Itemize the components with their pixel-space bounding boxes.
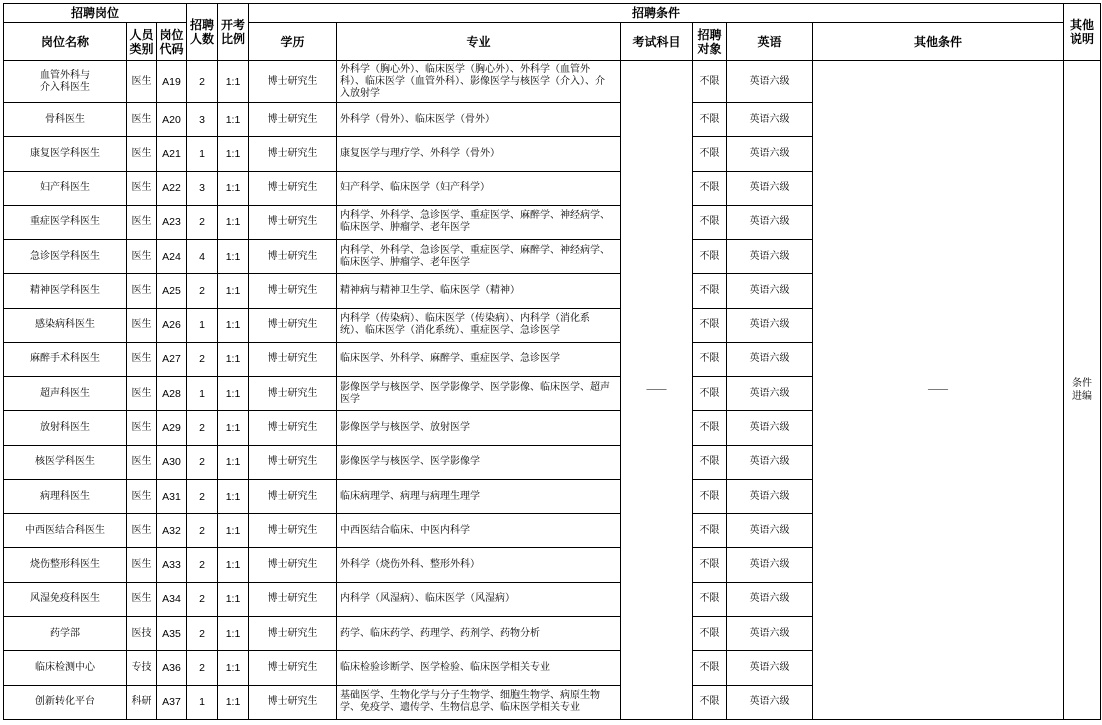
cell-major: 外科学（烧伤外科、整形外科） bbox=[337, 548, 621, 582]
cell-position-code: A24 bbox=[157, 240, 187, 274]
cell-position-code: A27 bbox=[157, 342, 187, 376]
cell-other-notes bbox=[1064, 61, 1101, 720]
cell-position-code: A20 bbox=[157, 103, 187, 137]
cell-staff-category: 医生 bbox=[127, 514, 157, 548]
header-english: 英语 bbox=[727, 23, 813, 61]
cell-headcount: 2 bbox=[187, 61, 218, 103]
cell-target: 不限 bbox=[693, 616, 727, 650]
cell-major: 药学、临床药学、药理学、药剂学、药物分析 bbox=[337, 616, 621, 650]
cell-major: 临床医学、外科学、麻醉学、重症医学、急诊医学 bbox=[337, 342, 621, 376]
header-major: 专业 bbox=[337, 23, 621, 61]
cell-education: 博士研究生 bbox=[249, 171, 337, 205]
cell-staff-category: 科研 bbox=[127, 685, 157, 719]
table-row bbox=[4, 61, 1101, 103]
cell-position-name: 妇产科医生 bbox=[4, 171, 127, 205]
cell-target: 不限 bbox=[693, 61, 727, 103]
cell-target: 不限 bbox=[693, 240, 727, 274]
cell-education: 博士研究生 bbox=[249, 103, 337, 137]
cell-position-code: A35 bbox=[157, 616, 187, 650]
cell-english: 英语六级 bbox=[727, 445, 813, 479]
cell-major: 内科学、外科学、急诊医学、重症医学、麻醉学、神经病学、临床医学、肿瘤学、老年医学 bbox=[337, 205, 621, 239]
cell-staff-category: 医生 bbox=[127, 479, 157, 513]
cell-english: 英语六级 bbox=[727, 342, 813, 376]
cell-major: 妇产科学、临床医学（妇产科学） bbox=[337, 171, 621, 205]
cell-english: 英语六级 bbox=[727, 548, 813, 582]
cell-education: 博士研究生 bbox=[249, 274, 337, 308]
table-body bbox=[4, 61, 1101, 720]
cell-english: 英语六级 bbox=[727, 514, 813, 548]
cell-position-code: A37 bbox=[157, 685, 187, 719]
cell-headcount: 1 bbox=[187, 308, 218, 342]
cell-exam-ratio: 1:1 bbox=[218, 548, 249, 582]
cell-position-name: 放射科医生 bbox=[4, 411, 127, 445]
header-row-columns bbox=[4, 23, 1101, 61]
cell-exam-ratio: 1:1 bbox=[218, 137, 249, 171]
cell-headcount: 1 bbox=[187, 137, 218, 171]
cell-education: 博士研究生 bbox=[249, 514, 337, 548]
cell-staff-category: 医生 bbox=[127, 205, 157, 239]
cell-education: 博士研究生 bbox=[249, 240, 337, 274]
cell-english: 英语六级 bbox=[727, 308, 813, 342]
cell-position-code: A19 bbox=[157, 61, 187, 103]
cell-exam-ratio: 1:1 bbox=[218, 308, 249, 342]
cell-major: 康复医学与理疗学、外科学（骨外） bbox=[337, 137, 621, 171]
cell-exam-ratio: 1:1 bbox=[218, 479, 249, 513]
cell-target: 不限 bbox=[693, 103, 727, 137]
cell-english: 英语六级 bbox=[727, 651, 813, 685]
cell-education: 博士研究生 bbox=[249, 411, 337, 445]
cell-exam-ratio: 1:1 bbox=[218, 377, 249, 411]
cell-major: 中西医结合临床、中医内科学 bbox=[337, 514, 621, 548]
cell-exam-subject: —— bbox=[621, 61, 693, 720]
cell-headcount: 2 bbox=[187, 205, 218, 239]
cell-education: 博士研究生 bbox=[249, 377, 337, 411]
cell-staff-category: 医生 bbox=[127, 445, 157, 479]
cell-position-name: 烧伤整形科医生 bbox=[4, 548, 127, 582]
cell-exam-ratio: 1:1 bbox=[218, 240, 249, 274]
cell-exam-ratio: 1:1 bbox=[218, 445, 249, 479]
cell-target: 不限 bbox=[693, 582, 727, 616]
cell-position-name: 急诊医学科医生 bbox=[4, 240, 127, 274]
cell-english: 英语六级 bbox=[727, 479, 813, 513]
cell-target: 不限 bbox=[693, 274, 727, 308]
header-position-code: 岗位代码 bbox=[157, 23, 187, 61]
cell-major: 内科学、外科学、急诊医学、重症医学、麻醉学、神经病学、临床医学、肿瘤学、老年医学 bbox=[337, 240, 621, 274]
cell-exam-ratio: 1:1 bbox=[218, 582, 249, 616]
cell-major: 精神病与精神卫生学、临床医学（精神） bbox=[337, 274, 621, 308]
cell-position-name: 康复医学科医生 bbox=[4, 137, 127, 171]
header-other-conditions: 其他条件 bbox=[813, 23, 1064, 61]
cell-education: 博士研究生 bbox=[249, 479, 337, 513]
cell-headcount: 2 bbox=[187, 479, 218, 513]
cell-education: 博士研究生 bbox=[249, 137, 337, 171]
cell-exam-ratio: 1:1 bbox=[218, 171, 249, 205]
cell-major: 临床检验诊断学、医学检验、临床医学相关专业 bbox=[337, 651, 621, 685]
table-header bbox=[4, 4, 1101, 61]
cell-exam-ratio: 1:1 bbox=[218, 61, 249, 103]
cell-position-code: A28 bbox=[157, 377, 187, 411]
cell-staff-category: 医生 bbox=[127, 377, 157, 411]
cell-staff-category: 医生 bbox=[127, 342, 157, 376]
cell-headcount: 2 bbox=[187, 342, 218, 376]
cell-position-code: A36 bbox=[157, 651, 187, 685]
header-staff-category: 人员类别 bbox=[127, 23, 157, 61]
cell-exam-ratio: 1:1 bbox=[218, 205, 249, 239]
cell-headcount: 3 bbox=[187, 103, 218, 137]
cell-target: 不限 bbox=[693, 479, 727, 513]
cell-headcount: 2 bbox=[187, 582, 218, 616]
cell-english: 英语六级 bbox=[727, 171, 813, 205]
cell-education: 博士研究生 bbox=[249, 582, 337, 616]
cell-staff-category: 医生 bbox=[127, 411, 157, 445]
cell-target: 不限 bbox=[693, 651, 727, 685]
cell-major: 外科学（骨外）、临床医学（骨外） bbox=[337, 103, 621, 137]
cell-position-name: 临床检测中心 bbox=[4, 651, 127, 685]
cell-target: 不限 bbox=[693, 171, 727, 205]
cell-exam-ratio: 1:1 bbox=[218, 411, 249, 445]
cell-headcount: 2 bbox=[187, 616, 218, 650]
cell-position-code: A21 bbox=[157, 137, 187, 171]
cell-staff-category: 医生 bbox=[127, 582, 157, 616]
cell-position-name: 超声科医生 bbox=[4, 377, 127, 411]
cell-position-code: A33 bbox=[157, 548, 187, 582]
cell-education: 博士研究生 bbox=[249, 445, 337, 479]
cell-position-name: 血管外科与 介入科医生 bbox=[4, 61, 127, 103]
cell-position-name: 感染病科医生 bbox=[4, 308, 127, 342]
cell-headcount: 3 bbox=[187, 171, 218, 205]
cell-position-name: 风湿免疫科医生 bbox=[4, 582, 127, 616]
cell-exam-ratio: 1:1 bbox=[218, 685, 249, 719]
cell-target: 不限 bbox=[693, 377, 727, 411]
cell-target: 不限 bbox=[693, 411, 727, 445]
cell-english: 英语六级 bbox=[727, 61, 813, 103]
cell-position-name: 重症医学科医生 bbox=[4, 205, 127, 239]
cell-position-name: 中西医结合科医生 bbox=[4, 514, 127, 548]
cell-education: 博士研究生 bbox=[249, 61, 337, 103]
cell-staff-category: 医生 bbox=[127, 61, 157, 103]
cell-position-code: A26 bbox=[157, 308, 187, 342]
header-target: 招聘对象 bbox=[693, 23, 727, 61]
cell-headcount: 2 bbox=[187, 274, 218, 308]
cell-major: 基础医学、生物化学与分子生物学、细胞生物学、病原生物学、免疫学、遗传学、生物信息学、临床医学相关专业 bbox=[337, 685, 621, 719]
cell-english: 英语六级 bbox=[727, 582, 813, 616]
cell-other-conditions: —— bbox=[813, 61, 1064, 720]
cell-target: 不限 bbox=[693, 548, 727, 582]
cell-exam-ratio: 1:1 bbox=[218, 103, 249, 137]
cell-staff-category: 医生 bbox=[127, 274, 157, 308]
cell-exam-ratio: 1:1 bbox=[218, 651, 249, 685]
cell-education: 博士研究生 bbox=[249, 685, 337, 719]
cell-headcount: 2 bbox=[187, 651, 218, 685]
cell-english: 英语六级 bbox=[727, 137, 813, 171]
cell-education: 博士研究生 bbox=[249, 342, 337, 376]
cell-staff-category: 专技 bbox=[127, 651, 157, 685]
cell-education: 博士研究生 bbox=[249, 205, 337, 239]
cell-english: 英语六级 bbox=[727, 205, 813, 239]
cell-headcount: 2 bbox=[187, 411, 218, 445]
header-exam-subject: 考试科目 bbox=[621, 23, 693, 61]
header-education: 学历 bbox=[249, 23, 337, 61]
cell-major: 外科学（胸心外）、临床医学（胸心外）、外科学（血管外科）、临床医学（血管外科）、影像医学与核医学（介入）、介入放射学 bbox=[337, 61, 621, 103]
cell-headcount: 2 bbox=[187, 514, 218, 548]
cell-position-name: 骨科医生 bbox=[4, 103, 127, 137]
cell-exam-ratio: 1:1 bbox=[218, 274, 249, 308]
cell-position-name: 病理科医生 bbox=[4, 479, 127, 513]
cell-exam-ratio: 1:1 bbox=[218, 342, 249, 376]
header-row-groups bbox=[4, 4, 1101, 23]
cell-position-code: A34 bbox=[157, 582, 187, 616]
cell-staff-category: 医生 bbox=[127, 171, 157, 205]
cell-staff-category: 医生 bbox=[127, 240, 157, 274]
cell-major: 影像医学与核医学、医学影像学 bbox=[337, 445, 621, 479]
cell-major: 内科学（传染病）、临床医学（传染病）、内科学（消化系统）、临床医学（消化系统）、重症医学、急诊医学 bbox=[337, 308, 621, 342]
cell-staff-category: 医技 bbox=[127, 616, 157, 650]
cell-other-notes-text: 条件进编 bbox=[1072, 377, 1093, 402]
cell-english: 英语六级 bbox=[727, 411, 813, 445]
recruitment-table bbox=[3, 3, 1101, 720]
cell-education: 博士研究生 bbox=[249, 308, 337, 342]
cell-headcount: 4 bbox=[187, 240, 218, 274]
cell-target: 不限 bbox=[693, 137, 727, 171]
cell-position-code: A22 bbox=[157, 171, 187, 205]
cell-staff-category: 医生 bbox=[127, 137, 157, 171]
cell-english: 英语六级 bbox=[727, 377, 813, 411]
header-group-position: 招聘岗位 bbox=[4, 4, 187, 23]
cell-position-name: 精神医学科医生 bbox=[4, 274, 127, 308]
cell-position-code: A25 bbox=[157, 274, 187, 308]
cell-education: 博士研究生 bbox=[249, 616, 337, 650]
header-position-name: 岗位名称 bbox=[4, 23, 127, 61]
cell-major: 影像医学与核医学、放射医学 bbox=[337, 411, 621, 445]
cell-position-code: A29 bbox=[157, 411, 187, 445]
cell-position-name: 麻醉手术科医生 bbox=[4, 342, 127, 376]
cell-target: 不限 bbox=[693, 445, 727, 479]
cell-english: 英语六级 bbox=[727, 616, 813, 650]
cell-target: 不限 bbox=[693, 205, 727, 239]
cell-major: 影像医学与核医学、医学影像学、医学影像、临床医学、超声医学 bbox=[337, 377, 621, 411]
cell-target: 不限 bbox=[693, 342, 727, 376]
header-other-notes: 其他说明 bbox=[1064, 4, 1101, 61]
cell-education: 博士研究生 bbox=[249, 651, 337, 685]
cell-major: 内科学（风湿病）、临床医学（风湿病） bbox=[337, 582, 621, 616]
cell-english: 英语六级 bbox=[727, 240, 813, 274]
cell-position-code: A23 bbox=[157, 205, 187, 239]
cell-headcount: 2 bbox=[187, 445, 218, 479]
cell-english: 英语六级 bbox=[727, 103, 813, 137]
cell-english: 英语六级 bbox=[727, 274, 813, 308]
cell-position-name: 核医学科医生 bbox=[4, 445, 127, 479]
cell-english: 英语六级 bbox=[727, 685, 813, 719]
cell-target: 不限 bbox=[693, 685, 727, 719]
cell-education: 博士研究生 bbox=[249, 548, 337, 582]
cell-major: 临床病理学、病理与病理生理学 bbox=[337, 479, 621, 513]
header-headcount: 招聘人数 bbox=[187, 4, 218, 61]
cell-headcount: 1 bbox=[187, 377, 218, 411]
cell-staff-category: 医生 bbox=[127, 103, 157, 137]
header-exam-ratio: 开考比例 bbox=[218, 4, 249, 61]
cell-position-name: 药学部 bbox=[4, 616, 127, 650]
cell-position-name: 创新转化平台 bbox=[4, 685, 127, 719]
cell-exam-ratio: 1:1 bbox=[218, 616, 249, 650]
header-group-conditions: 招聘条件 bbox=[249, 4, 1064, 23]
cell-exam-ratio: 1:1 bbox=[218, 514, 249, 548]
cell-position-code: A31 bbox=[157, 479, 187, 513]
cell-headcount: 2 bbox=[187, 548, 218, 582]
recruitment-sheet bbox=[3, 3, 1100, 720]
cell-target: 不限 bbox=[693, 514, 727, 548]
cell-position-code: A32 bbox=[157, 514, 187, 548]
cell-headcount: 1 bbox=[187, 685, 218, 719]
cell-target: 不限 bbox=[693, 308, 727, 342]
cell-position-code: A30 bbox=[157, 445, 187, 479]
cell-staff-category: 医生 bbox=[127, 308, 157, 342]
cell-staff-category: 医生 bbox=[127, 548, 157, 582]
